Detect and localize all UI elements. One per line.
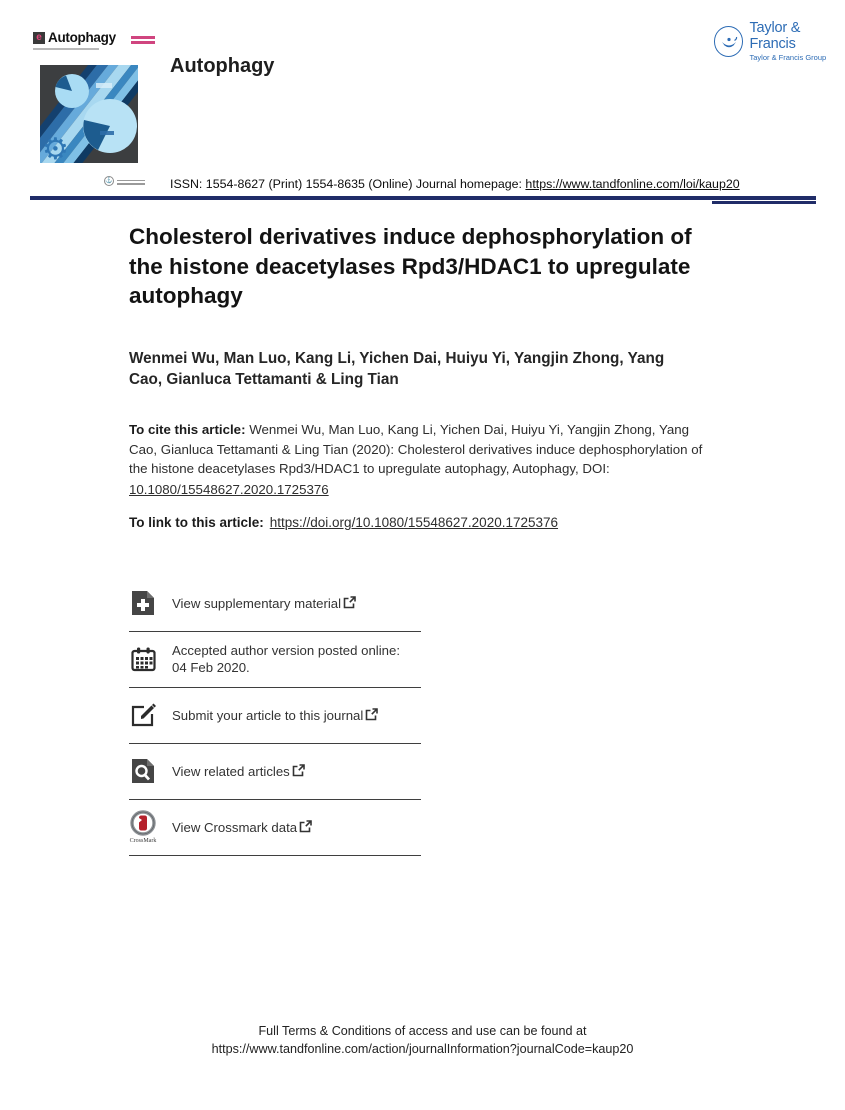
cite-label: To cite this article: [129, 422, 246, 438]
action-view-related[interactable] [129, 744, 421, 800]
journal-homepage-link[interactable]: https://www.tandfonline.com/loi/kaup20 [525, 177, 740, 191]
footer-terms-url[interactable]: https://www.tandfonline.com/action/journalInformation?journalCode=kaup20 [211, 1041, 634, 1056]
journal-cover-image [40, 65, 138, 163]
action-view-supplementary[interactable] [129, 576, 421, 632]
header-divider [30, 196, 816, 200]
journal-title: Autophagy [170, 55, 275, 77]
external-link-icon [365, 708, 378, 721]
action-list [129, 576, 421, 856]
citation-paragraph [129, 420, 717, 499]
article-authors: Wenmei Wu, Man Luo, Kang Li, Yichen Dai, Huiyu Yi, Yangjin Zhong, Yang Cao, Gianluca Tettamanti & Ling Tian [129, 350, 665, 388]
action-label[interactable]: View Crossmark data [172, 819, 312, 837]
footer-line1: Full Terms & Conditions of access and use can be found at [258, 1024, 587, 1038]
gear-icon: ⚙ [42, 132, 69, 163]
external-link-icon [292, 764, 305, 777]
action-view-crossmark[interactable] [129, 800, 421, 856]
action-accepted-date [129, 632, 421, 688]
article-link-line [129, 515, 721, 530]
cite-text: Wenmei Wu, Man Luo, Kang Li, Yichen Dai, Huiyu Yi, Yangjin Zhong, Yang Cao, Gianluca Tettamanti & Ling Tian (2020): Cholesterol derivatives induce dephosphorylation of the histone deacetylases Rpd3/HDAC1 to upregulate autophagy, Autophagy, DOI: [129, 422, 703, 477]
issn-text: ISSN: 1554-8627 (Print) 1554-8635 (Online) Journal homepage: [170, 177, 526, 191]
publisher-lamp-icon [714, 26, 743, 57]
action-submit-article[interactable] [129, 688, 421, 744]
journal-volume-info [33, 48, 99, 50]
issn-homepage-line [170, 177, 740, 191]
submit-article-icon [129, 702, 157, 729]
external-link-icon [343, 596, 356, 609]
article-content [129, 222, 721, 856]
header-divider-right [712, 201, 816, 204]
link-label: To link to this article: [129, 514, 264, 530]
publisher-stamp [104, 176, 145, 186]
article-title: Cholesterol derivatives induce dephosphorylation of the histone deacetylases Rpd3/HDAC1 to upregulate autophagy [129, 224, 692, 309]
publisher-stamp-icon: ⚓ [105, 178, 113, 184]
journal-logo-text: Autophagy [48, 30, 116, 45]
article-doi-url-link[interactable]: https://doi.org/10.1080/15548627.2020.1725376 [269, 514, 559, 530]
journal-mini-logo [33, 30, 116, 50]
action-label[interactable]: View related articles [172, 763, 305, 781]
publisher-name: Taylor & Francis [749, 20, 801, 52]
action-label: Accepted author version posted online: 04 Feb 2020. [172, 642, 400, 676]
publisher-group: Taylor & Francis Group [749, 53, 827, 62]
crossmark-caption: CrossMark [129, 838, 157, 845]
related-articles-icon [129, 757, 157, 785]
action-label[interactable]: Submit your article to this journal [172, 707, 378, 725]
footer-terms [0, 1023, 845, 1058]
external-link-icon [299, 820, 312, 833]
crossmark-icon [129, 810, 157, 844]
action-label[interactable]: View supplementary material [172, 595, 356, 613]
publisher-logo[interactable] [714, 20, 845, 62]
open-access-note [131, 36, 155, 46]
calendar-icon [129, 646, 157, 673]
journal-logo-icon: e [33, 32, 45, 44]
doi-link[interactable]: 10.1080/15548627.2020.1725376 [129, 481, 329, 497]
supplementary-material-icon [129, 589, 157, 617]
